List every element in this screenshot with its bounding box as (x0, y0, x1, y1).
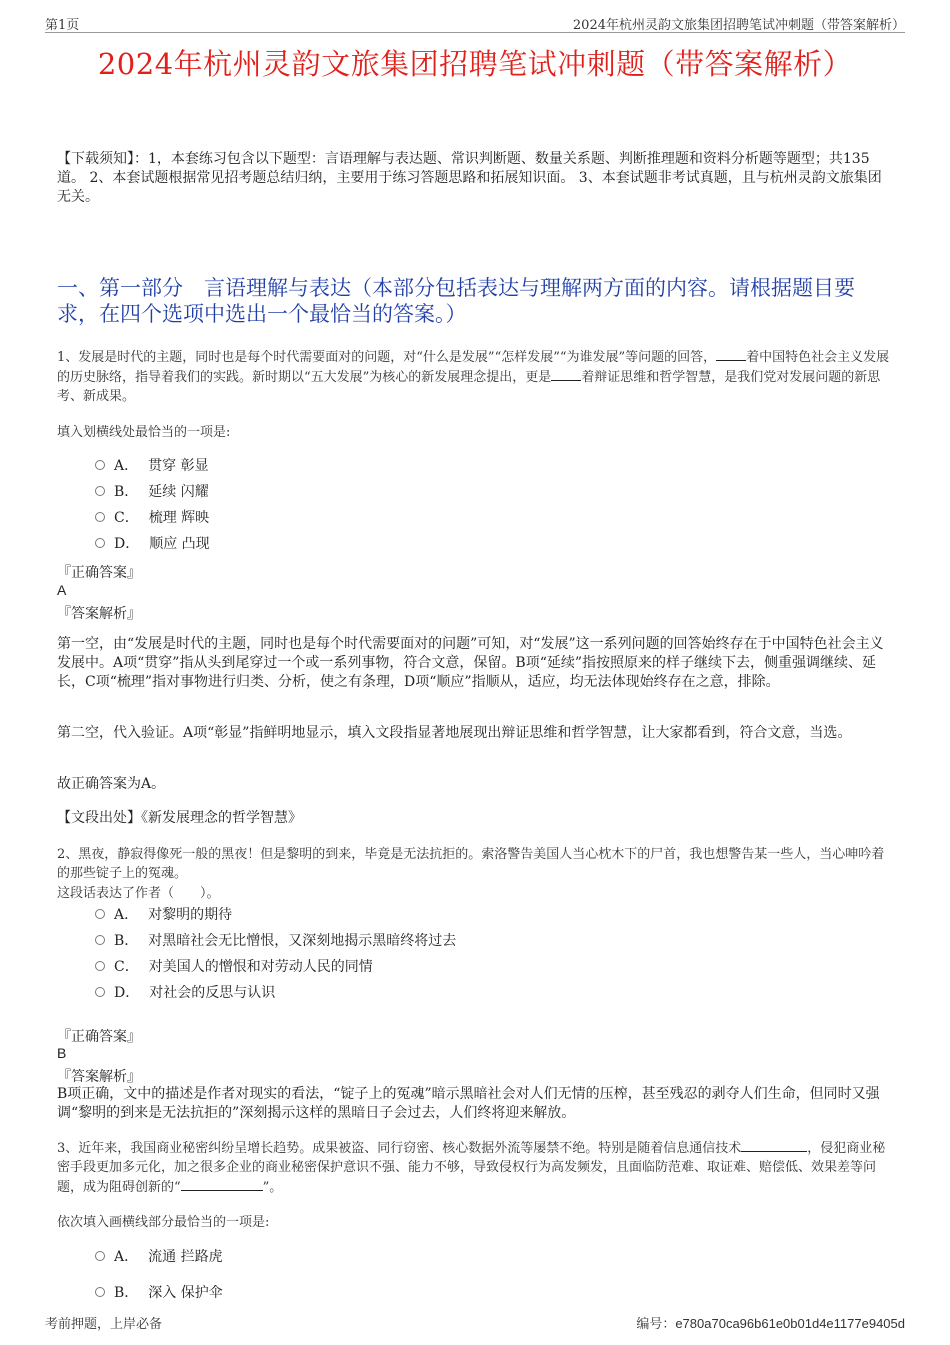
question-1-stem: 1、发展是时代的主题，同时也是每个时代需要面对的问题，对“什么是发展”“怎样发展”“为谁发展”等问题的回答， 着中国特色社会主义发展的历史脉络，指导着我们的实践。新时期以“五大发展”为核心的新发展理念提出，更是 着辩证思维和哲学智慧，是我们党对发展问题的新思考、新成果。 (57, 347, 895, 406)
radio-icon[interactable] (95, 961, 105, 971)
option-b[interactable]: B． 延续 闪耀 (95, 482, 209, 502)
page-number: 第1页 (45, 18, 80, 33)
question-3-prompt: 依次填入画横线部分最恰当的一项是: (57, 1215, 270, 1230)
download-notice: 【下载须知】：1，本套练习包含以下题型：言语理解与表达题、常识判断题、数量关系题、判断推理题和资料分析题等题型；共135道。 2、本套试题根据常见招考题总结归纳，主要用于练习答题思路和拓展知识面。 3、本套试题非考试真题，且与杭州灵韵文旅集团无关。 (57, 151, 882, 205)
analysis-paragraph-1: 第一空，由“发展是时代的主题，同时也是每个时代需要面对的问题”可知，对“发展”这一系列问题的回答始终存在于中国特色社会主义发展中。A项“贯穿”指从头到尾穿过一个或一系列事物，符合文意，保留。B项“延续”指按照原来的样子继续下去，侧重强调继续、延长，C项“梳理”指对事物进行归类、分析，使之有条理，D项“顺应”指顺从，适应，均无法体现始终存在之意，排除。 (57, 636, 884, 690)
question-1-prompt: 填入划横线处最恰当的一项是: (57, 425, 231, 440)
document-code: 编号：e780a70ca96b61e0b01d4e1177e9405d (636, 1316, 905, 1332)
page-header (45, 14, 905, 33)
correct-answer-label: 『正确答案』 (57, 1029, 141, 1045)
option-c[interactable]: C． 梳理 辉映 (95, 508, 209, 528)
footer-slogan: 考前押题，上岸必备 (45, 1317, 163, 1332)
section-heading: 一、第一部分 言语理解与表达（本部分包括表达与理解两方面的内容。请根据题目要求，在四个选项中选出一个最恰当的答案。） (57, 276, 855, 326)
fill-blank (716, 347, 746, 361)
radio-icon[interactable] (95, 987, 105, 997)
option-d[interactable]: D． 对社会的反思与认识 (95, 983, 275, 1003)
analysis-label: 『答案解析』 (57, 1069, 141, 1085)
option-b[interactable]: B． 对黑暗社会无比憎恨，又深刻地揭示黑暗终将过去 (95, 931, 456, 951)
radio-icon[interactable] (95, 512, 105, 522)
question-2-stem: 2、黑夜，静寂得像死一般的黑夜！但是黎明的到来，毕竟是无法抗拒的。索洛警告美国人当心枕木下的尸首，我也想警告某一些人，当心呻吟着的那些锭子上的冤魂。 (57, 847, 885, 881)
option-a[interactable]: A． 流通 拦路虎 (95, 1247, 223, 1267)
radio-icon[interactable] (95, 1287, 105, 1297)
question-2-prompt: 这段话表达了作者（ ）。 (57, 886, 220, 901)
document-title: 2024年杭州灵韵文旅集团招聘笔试冲刺题（带答案解析） (97, 47, 853, 81)
text-source: 【文段出处】《新发展理念的哲学智慧》 (57, 810, 302, 826)
correct-answer: B (57, 1045, 67, 1061)
option-c[interactable]: C． 对美国人的憎恨和对劳动人民的同情 (95, 957, 373, 977)
radio-icon[interactable] (95, 486, 105, 496)
option-a[interactable]: A． 对黎明的期待 (95, 905, 232, 925)
radio-icon[interactable] (95, 935, 105, 945)
radio-icon[interactable] (95, 1251, 105, 1261)
correct-answer-label: 『正确答案』 (57, 565, 141, 581)
header-doc-title: 2024年杭州灵韵文旅集团招聘笔试冲刺题（带答案解析） (572, 18, 905, 33)
radio-icon[interactable] (95, 909, 105, 919)
option-d[interactable]: D． 顺应 凸现 (95, 534, 210, 554)
correct-answer: A (57, 582, 67, 598)
analysis-paragraph: B项正确，文中的描述是作者对现实的看法，“锭子上的冤魂”暗示黑暗社会对人们无情的压榨，甚至残忍的剥夺人们生命，但同时又强调“黎明的到来是无法抗拒的”深刻揭示这样的黑暗日子会过去，人们终将迎来解放。 (57, 1086, 880, 1121)
option-a[interactable]: A． 贯穿 彰显 (95, 456, 209, 476)
analysis-paragraph-2: 第二空，代入验证。A项“彰显”指鲜明地显示，填入文段指显著地展现出辩证思维和哲学智慧，让大家都看到，符合文意，当选。 (57, 725, 852, 741)
radio-icon[interactable] (95, 460, 105, 470)
fill-blank (741, 1138, 807, 1152)
analysis-label: 『答案解析』 (57, 606, 141, 622)
page-footer (45, 1313, 905, 1332)
analysis-conclusion: 故正确答案为A。 (57, 776, 166, 792)
fill-blank (551, 367, 581, 381)
option-b[interactable]: B． 深入 保护伞 (95, 1283, 223, 1303)
fill-blank (181, 1177, 263, 1191)
radio-icon[interactable] (95, 538, 105, 548)
question-3-stem: 3、近年来，我国商业秘密纠纷呈增长趋势。成果被盗、同行窃密、核心数据外流等屡禁不绝。特别是随着信息通信技术 ，侵犯商业秘密手段更加多元化，加之很多企业的商业秘密保护意识不强、能力不够，导致侵权行为高发频发，且面临防范难、取证难、赔偿低、效果差等问题，成为阻碍创新的“ ”。 (57, 1138, 895, 1197)
